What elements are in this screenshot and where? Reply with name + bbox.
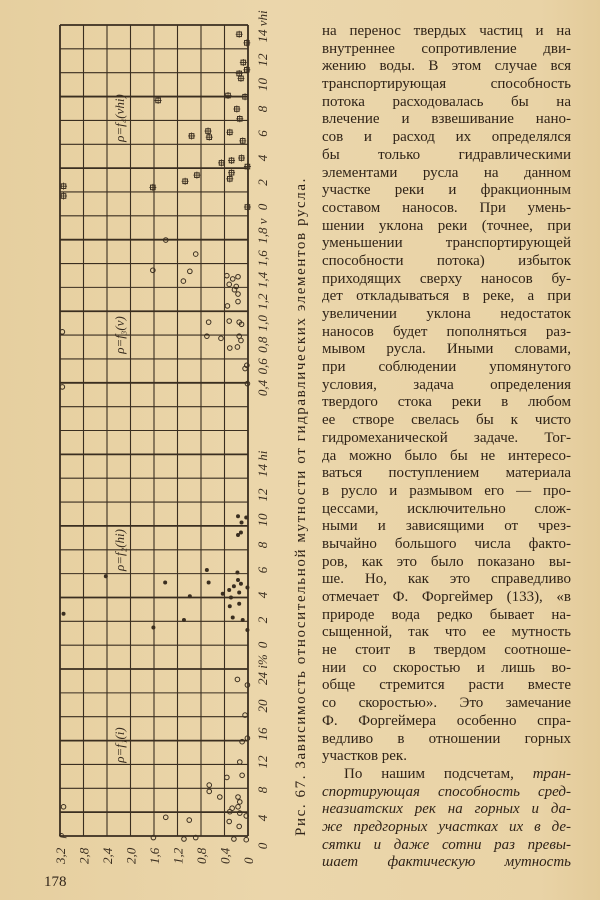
data-point-circle <box>237 760 242 765</box>
axis-tick-label-i: 24 i% <box>255 654 270 685</box>
rho-axis-symbol: ρ <box>55 832 67 838</box>
text-line: в русло и размывом его — про- <box>322 482 571 499</box>
text-line: отмечает Ф. Форгеймер (133), «в <box>322 589 571 605</box>
text-line: ными и зависящими от чрез- <box>322 518 571 535</box>
page-number: 178 <box>44 874 67 890</box>
text-normal: По нашим подсчетам, <box>344 765 533 782</box>
text-line: на перенос твердых частиц и на <box>322 23 571 39</box>
axis-tick-label-v: 0,8 <box>255 336 270 353</box>
text-line: не стоит в твердом соотноше- <box>322 642 571 659</box>
data-point-dot <box>188 594 192 598</box>
text-line: гидромеханической задаче. Тог- <box>322 429 571 446</box>
rho-tick-label: 1,6 <box>147 847 162 864</box>
data-point-circle <box>227 319 232 324</box>
data-point-square-cross <box>228 157 235 164</box>
data-point-square-cross <box>60 183 67 190</box>
data-point-square-cross <box>188 132 195 139</box>
data-point-circle <box>227 819 232 824</box>
rho-tick-label: 0,4 <box>217 847 233 864</box>
text-line: элементами русла на данном <box>322 164 571 181</box>
data-point-square-cross <box>233 106 240 113</box>
data-point-dot <box>229 596 233 600</box>
data-point-square-cross <box>225 92 232 99</box>
data-point-circle <box>219 336 224 341</box>
rho-tick-label: 0 <box>241 857 256 864</box>
data-point-dot <box>245 586 249 590</box>
text-line: цессами, исключительно слож- <box>322 500 571 517</box>
text-line: со скоростью». Это замечание <box>322 695 571 712</box>
text-line: ваться поступлением материала <box>322 465 571 482</box>
text-line: увеличении уклона недостаток <box>322 306 571 322</box>
data-point-circle <box>218 795 223 800</box>
text-line <box>322 801 571 819</box>
data-point-square-cross <box>218 159 225 166</box>
data-point-dot <box>244 516 248 520</box>
figure-caption: Рис. 67. Зависимость относительной мутности от гидравлических элементов русла. <box>293 177 309 836</box>
data-point-circle <box>236 299 241 304</box>
data-point-circle <box>235 345 240 350</box>
data-point-circle <box>193 252 198 257</box>
text-line: условия, задача определения <box>322 376 571 393</box>
text-line: потока расходовалась бы на <box>322 93 571 110</box>
text-line: участке реки и фракционным <box>322 182 571 199</box>
data-point-dot <box>237 591 241 595</box>
axis-tick-label-vhi: 2 <box>255 179 270 186</box>
data-point-dot <box>163 581 167 585</box>
axis-tick-label-vhi: 8 <box>255 105 270 113</box>
data-point-square-cross <box>182 178 189 185</box>
panel-label-hi: ρ=f₂(hi) <box>112 529 127 571</box>
axis-tick-label-hi: 14 hi <box>255 450 270 477</box>
axis-tick-label-v: 1,6 <box>255 250 270 267</box>
data-point-square-cross <box>243 66 250 73</box>
text-italic-emphasis: сятки и даже сотни раз превы- <box>322 836 571 853</box>
text-line: составом наносов. При умень- <box>322 199 571 216</box>
text-line: жению воды. В этом случае вся <box>322 58 571 75</box>
data-point-square-cross <box>240 59 247 66</box>
text-italic-emphasis: же предгорных участках их в де- <box>322 818 571 835</box>
text-line: ров, как это было показано вы- <box>322 553 571 570</box>
text-line: участков рек. <box>322 748 407 765</box>
text-line: ше. Но, как это справедливо <box>322 571 571 588</box>
rho-tick-label: 0,8 <box>194 847 209 864</box>
rho-tick-label: 2,4 <box>100 847 115 864</box>
axis-tick-label-v: 1,0 <box>255 315 270 332</box>
text-line: мывом русла. Иными словами, <box>322 341 571 358</box>
data-point-square-cross <box>239 137 246 144</box>
data-point-dot <box>232 584 236 588</box>
data-point-circle <box>61 805 66 810</box>
data-point-circle <box>206 320 211 325</box>
data-point-dot <box>245 628 249 632</box>
data-point-square-cross <box>226 129 233 136</box>
rho-tick-label: 2,0 <box>123 847 139 864</box>
data-point-square-cross <box>244 163 251 170</box>
axis-tick-label-vhi: 4 <box>255 154 270 162</box>
data-point-square-cross <box>193 172 200 179</box>
text-line: бы только гидравлическими <box>322 146 571 163</box>
data-point-circle <box>244 837 249 842</box>
text-line: внутреннее сопротивление дви- <box>322 40 571 57</box>
text-italic-emphasis: шает фактическую мутность <box>322 854 571 871</box>
axis-tick-label-hi: 2 <box>255 616 270 624</box>
data-point-square-cross <box>206 134 213 141</box>
data-point-square-cross <box>228 169 235 176</box>
data-point-dot <box>236 578 240 582</box>
data-point-dot <box>240 521 244 525</box>
data-point-circle <box>239 338 244 343</box>
axis-tick-label-hi: 12 <box>255 488 270 502</box>
text-line: сов и расход их определялся <box>322 129 571 146</box>
data-point-dot <box>205 568 209 572</box>
axis-tick-label-hi: 4 <box>255 591 270 599</box>
text-italic-emphasis: неазиатских рек на горных и да- <box>322 801 571 818</box>
data-point-dot <box>236 514 240 518</box>
data-point-circle <box>235 677 240 682</box>
axis-tick-label-v: 1,2 <box>255 293 270 310</box>
axis-tick-label-v: 0,4 <box>255 379 270 397</box>
axis-tick-label-vhi: 12 <box>255 53 270 67</box>
axis-tick-label-i: 12 <box>255 755 270 769</box>
text-line: транспортирующая способность <box>322 76 571 93</box>
data-point-square-cross <box>205 128 212 135</box>
text-line: сыщенной, так что ее мутность <box>322 624 571 641</box>
data-point-circle <box>237 800 242 805</box>
axis-tick-label-i: 0 <box>255 842 270 850</box>
axis-tick-label-i: 4 <box>255 814 270 822</box>
data-point-circle <box>236 795 241 800</box>
data-point-circle <box>236 274 241 279</box>
text-line: природе вода редко бывает на- <box>322 606 571 623</box>
data-point-circle <box>182 837 187 842</box>
text-italic-emphasis: тран- <box>532 765 571 782</box>
data-point-circle <box>207 783 212 788</box>
data-point-square-cross <box>155 97 162 104</box>
axis-tick-label-vhi: 14 vhi <box>255 10 270 43</box>
text-line: нии со скоростью и лишь во- <box>322 659 571 676</box>
text-line: способности потока) избыток <box>322 252 571 269</box>
text-line <box>322 837 571 855</box>
text-line <box>322 784 571 802</box>
text-line: да можно было бы не интересо- <box>322 447 571 464</box>
data-point-square-cross <box>237 75 244 82</box>
data-point-dot <box>241 618 245 622</box>
data-point-dot <box>221 592 225 596</box>
data-point-dot <box>237 602 241 606</box>
text-line: вычайно большого числа факто- <box>322 535 571 552</box>
rho-tick-label: 1,2 <box>170 847 186 864</box>
rho-tick-label: 2,8 <box>76 847 92 864</box>
data-point-circle <box>188 269 193 274</box>
axis-tick-label-v: 0,6 <box>255 358 270 375</box>
text-line: влечение и взвешивание нано- <box>322 111 571 128</box>
data-point-square-cross <box>243 39 250 46</box>
panel-label-vhi: ρ=f₄(vhi) <box>112 94 127 142</box>
axis-tick-label-hi: 0 <box>255 641 270 649</box>
rho-tick-label: 3,2 <box>53 847 68 864</box>
axis-tick-label-vhi: 10 <box>255 78 270 91</box>
text-line <box>322 854 571 872</box>
data-point-circle <box>225 304 230 309</box>
text-line <box>322 766 571 784</box>
text-line: уменьшении транспортирующей <box>322 235 571 252</box>
text-line: шении уклона реки (точнее, при <box>322 217 571 234</box>
text-line: при соблюдении упомянутого <box>322 359 571 376</box>
text-line: ее створе свелась бы к чисто <box>322 412 571 429</box>
data-point-circle <box>227 282 232 287</box>
data-point-dot <box>228 604 232 608</box>
data-point-circle <box>236 805 241 810</box>
data-point-square-cross <box>236 31 243 38</box>
data-point-dot <box>239 531 243 535</box>
data-point-dot <box>62 612 66 616</box>
data-point-dot <box>239 582 243 586</box>
data-point-square-cross <box>244 204 251 211</box>
data-point-circle <box>230 277 235 282</box>
data-point-circle <box>232 837 237 842</box>
data-point-dot <box>227 588 231 592</box>
data-point-circle <box>227 346 232 351</box>
text-line: Ф. Форгеймера особенно спра- <box>322 712 571 729</box>
text-line <box>322 819 571 837</box>
text-line: ведливо в отношении горных <box>322 730 571 747</box>
data-point-circle <box>207 789 212 794</box>
axis-tick-label-vhi: 6 <box>255 130 270 137</box>
data-point-dot <box>235 571 239 575</box>
text-line: приходящих сверху наносов бу- <box>322 270 571 287</box>
axis-tick-label-v: 1,4 <box>255 271 270 289</box>
data-point-dot <box>151 626 155 630</box>
data-point-dot <box>207 581 211 585</box>
text-line: твердого стока реки в любом <box>322 394 571 411</box>
data-point-circle <box>237 824 242 829</box>
data-point-dot <box>104 574 108 578</box>
data-point-square-cross <box>236 115 243 122</box>
panel-label-i: ρ=f₁(i) <box>112 727 127 763</box>
text-italic-emphasis: спортирующая способность сред- <box>322 783 571 800</box>
data-point-circle <box>187 818 192 823</box>
axis-tick-label-i: 8 <box>255 786 270 794</box>
panel-label-v: ρ=f₃(v) <box>112 316 127 354</box>
body-text <box>322 23 571 872</box>
data-point-circle <box>225 775 230 780</box>
axis-tick-label-v: 1,8 v <box>255 218 270 244</box>
axis-tick-label-vhi: 0 <box>255 203 270 211</box>
data-point-square-cross <box>149 184 156 191</box>
data-point-square-cross <box>242 93 249 100</box>
data-point-square-cross <box>238 155 245 162</box>
axis-tick-label-i: 16 <box>255 727 270 741</box>
data-point-circle <box>236 292 241 297</box>
text-line: обще стремится расти вместе <box>322 677 571 694</box>
text-line: наносов будет пополняться раз- <box>322 323 571 340</box>
axis-tick-label-hi: 10 <box>255 513 270 527</box>
axis-tick-label-i: 20 <box>255 699 270 713</box>
data-point-square-cross <box>226 175 233 182</box>
data-point-circle <box>240 773 245 778</box>
data-point-circle <box>181 279 186 284</box>
text-line: дет откладываться в реке, а при <box>322 288 571 305</box>
data-point-circle <box>163 815 168 820</box>
data-point-square-cross <box>60 192 67 199</box>
data-point-circle <box>225 273 230 278</box>
data-point-dot <box>182 618 186 622</box>
axis-tick-label-hi: 6 <box>255 566 270 574</box>
axis-tick-label-hi: 8 <box>255 541 270 549</box>
data-point-dot <box>231 616 235 620</box>
